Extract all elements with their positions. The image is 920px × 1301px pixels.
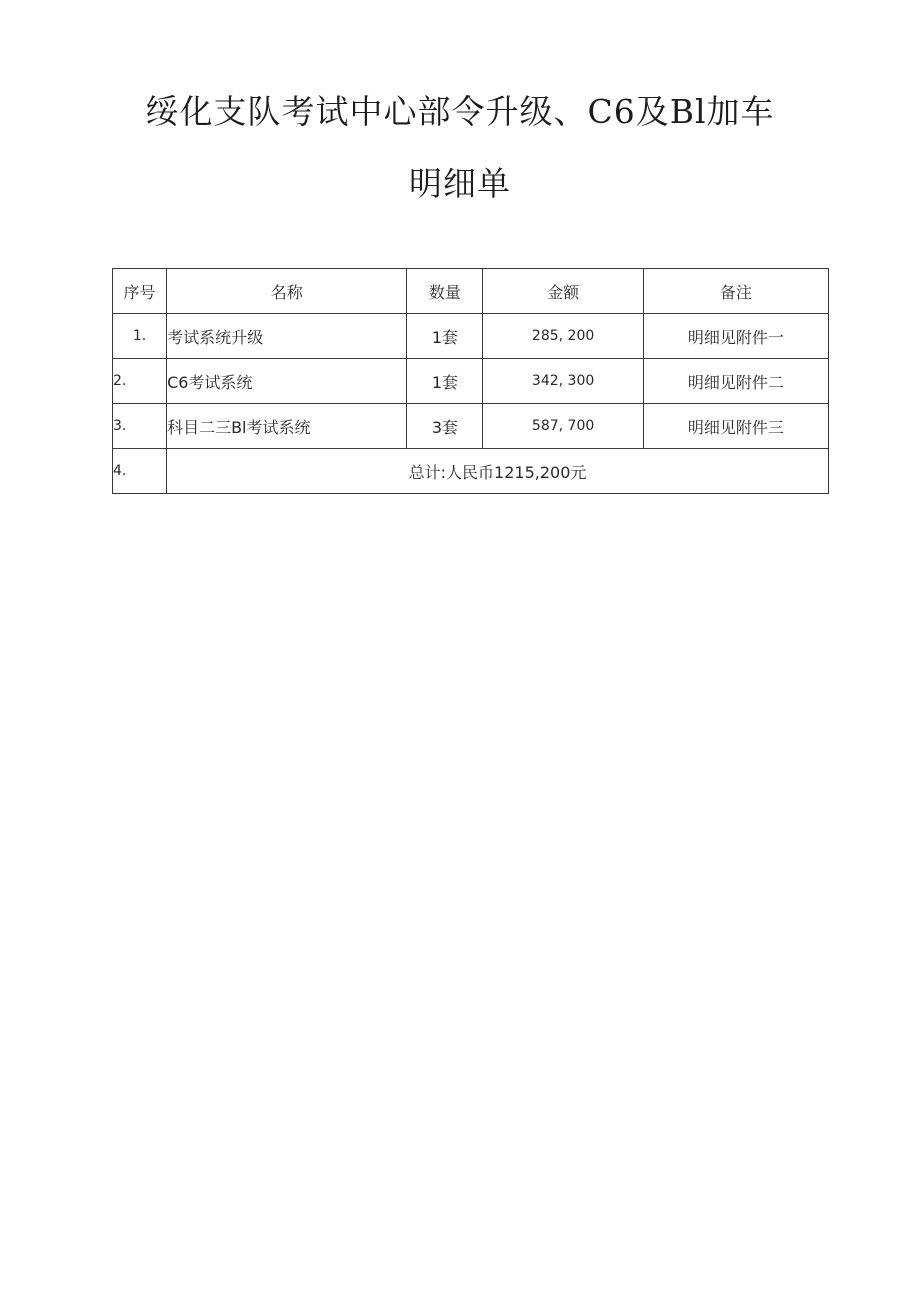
row-quantity: 3套 xyxy=(407,404,483,449)
row-note: 明细见附件一 xyxy=(643,314,828,359)
header-name: 名称 xyxy=(167,269,407,314)
title-line-1: 绥化支队考试中心部令升级、C6及Bl加车 xyxy=(145,92,775,131)
row-index: 2. xyxy=(113,359,167,404)
title-line-2: 明细单 xyxy=(409,164,511,203)
header-quantity: 数量 xyxy=(407,269,483,314)
header-amount: 金额 xyxy=(483,269,643,314)
table-row xyxy=(113,359,829,404)
row-note: 明细见附件二 xyxy=(643,359,828,404)
row-name: C6考试系统 xyxy=(167,359,407,404)
header-note: 备注 xyxy=(643,269,828,314)
row-amount: 587, 700 xyxy=(483,404,643,449)
row-quantity: 1套 xyxy=(407,359,483,404)
document-title xyxy=(0,92,920,204)
row-amount: 285, 200 xyxy=(483,314,643,359)
total-index: 4. xyxy=(113,449,167,494)
table-header-row xyxy=(113,269,829,314)
table-row xyxy=(113,314,829,359)
table-row xyxy=(113,404,829,449)
header-index: 序号 xyxy=(113,269,167,314)
row-name: 科目二三Bl考试系统 xyxy=(167,404,407,449)
row-index: 3. xyxy=(113,404,167,449)
row-note: 明细见附件三 xyxy=(643,404,828,449)
row-quantity: 1套 xyxy=(407,314,483,359)
total-amount-text: 总计:人民币1215,200元 xyxy=(167,449,829,494)
row-amount: 342, 300 xyxy=(483,359,643,404)
total-row xyxy=(113,449,829,494)
row-name: 考试系统升级 xyxy=(167,314,407,359)
row-index: 1. xyxy=(113,314,167,359)
detail-table xyxy=(112,268,829,494)
